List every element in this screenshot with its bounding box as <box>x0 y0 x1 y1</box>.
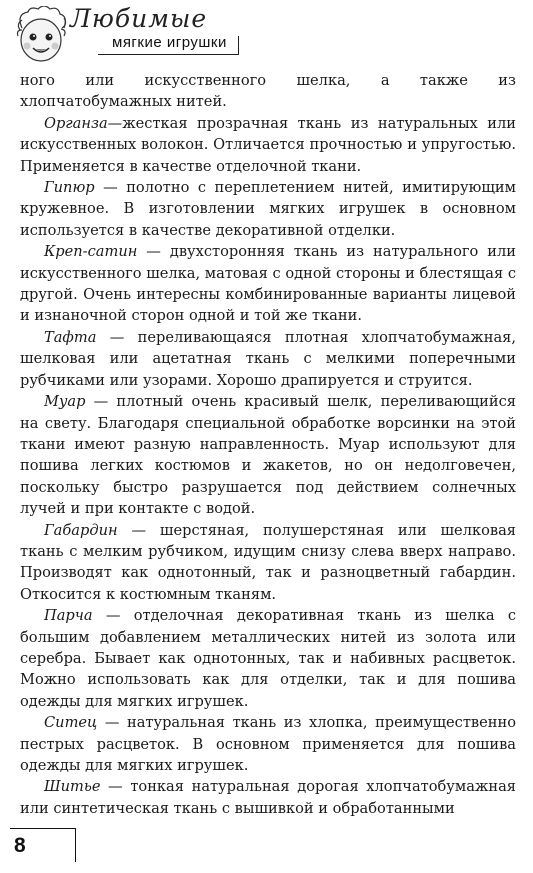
fabric-term: Тафта <box>44 328 97 346</box>
paragraph-text: — плотный очень красивый шелк, переливающийся на свету. Благодаря специальной обработке ворсинки на этой ткани имеют разную направленность. Муар используют для пошива легких костюмов и жакетов, но он недолговечен, поскольку быстро разрушается под действием солнечных лучей и при контакте с водой. <box>20 393 516 518</box>
paragraph-text: — тонкая натуральная дорогая хлопчатобумажная или синтетическая ткань с вышивкой и обработанными <box>20 778 516 817</box>
series-script-title: Любимые <box>70 4 208 33</box>
page-footer <box>0 820 533 873</box>
footer-tick <box>75 828 76 862</box>
fabric-term: Парча <box>44 607 93 625</box>
page-number: 8 <box>14 834 26 857</box>
paragraph <box>20 177 516 241</box>
fabric-term: Ситец <box>44 714 98 732</box>
fabric-term: Гипюр <box>44 179 95 197</box>
paragraph-text: — полотно с переплетением нитей, имитирующим кружевное. В изготовлении мягких игрушек в основном используется в качестве декоративной отделки. <box>20 179 516 239</box>
paragraph <box>20 327 516 391</box>
rag-doll-icon <box>12 6 70 66</box>
paragraph-text: — отделочная декоративная ткань из шелка с большим добавлением металлических нитей из золота или серебра. Бывает как однотонных, так и набивных расцветок. Можно использовать как для отделки, так и для пошива одежды для мягких игрушек. <box>20 607 516 710</box>
fabric-term: Креп-сатин <box>44 243 138 261</box>
paragraph <box>20 520 516 606</box>
paragraph-text: — переливающаяся плотная хлопчатобумажная, шелковая или ацетатная ткань с мелкими поперечными рубчиками или узорами. Хорошо драпируется и струится. <box>20 328 516 389</box>
page-header <box>0 0 533 70</box>
paragraph <box>20 241 516 327</box>
series-title: мягкие игрушки <box>112 34 227 51</box>
paragraph <box>20 70 516 113</box>
header-rule <box>98 54 238 55</box>
paragraph-text: —жесткая прозрачная ткань из натуральных или искусственных волокон. Отличается прочностью и упругостью. Применяется в качестве отделочной ткани. <box>20 114 516 175</box>
fabric-term: Муар <box>44 393 86 411</box>
paragraph <box>20 712 516 776</box>
paragraph <box>20 391 516 519</box>
paragraph <box>20 776 516 819</box>
footer-rule <box>10 828 75 829</box>
paragraph <box>20 605 516 712</box>
fabric-term: Шитье <box>44 778 101 796</box>
paragraph-text: — натуральная ткань из хлопка, преимущественно пестрых расцветок. В основном применяется для пошива одежды для мягких игрушек. <box>20 714 516 774</box>
paragraph <box>20 113 516 177</box>
paragraph-text: — шерстяная, полушерстяная или шелковая ткань с мелким рубчиком, идущим снизу слева вверх направо. Производят как однотонный, так и разноцветный габардин. Откосится к костюмным тканям. <box>20 521 516 603</box>
page-body <box>20 70 516 819</box>
fabric-term: Габардин <box>44 521 118 539</box>
paragraph-text: ного или искусственного шелка, а также из хлопчатобумажных нитей. <box>20 72 516 111</box>
paragraph-text: — двухсторонняя ткань из натурального или искусственного шелка, матовая с одной стороны и блестящая с другой. Очень интересны комбинированные варианты лицевой и изнаночной сторон одной и той же ткани. <box>20 243 516 325</box>
fabric-term: Органза <box>44 114 108 132</box>
header-tick <box>238 36 239 55</box>
